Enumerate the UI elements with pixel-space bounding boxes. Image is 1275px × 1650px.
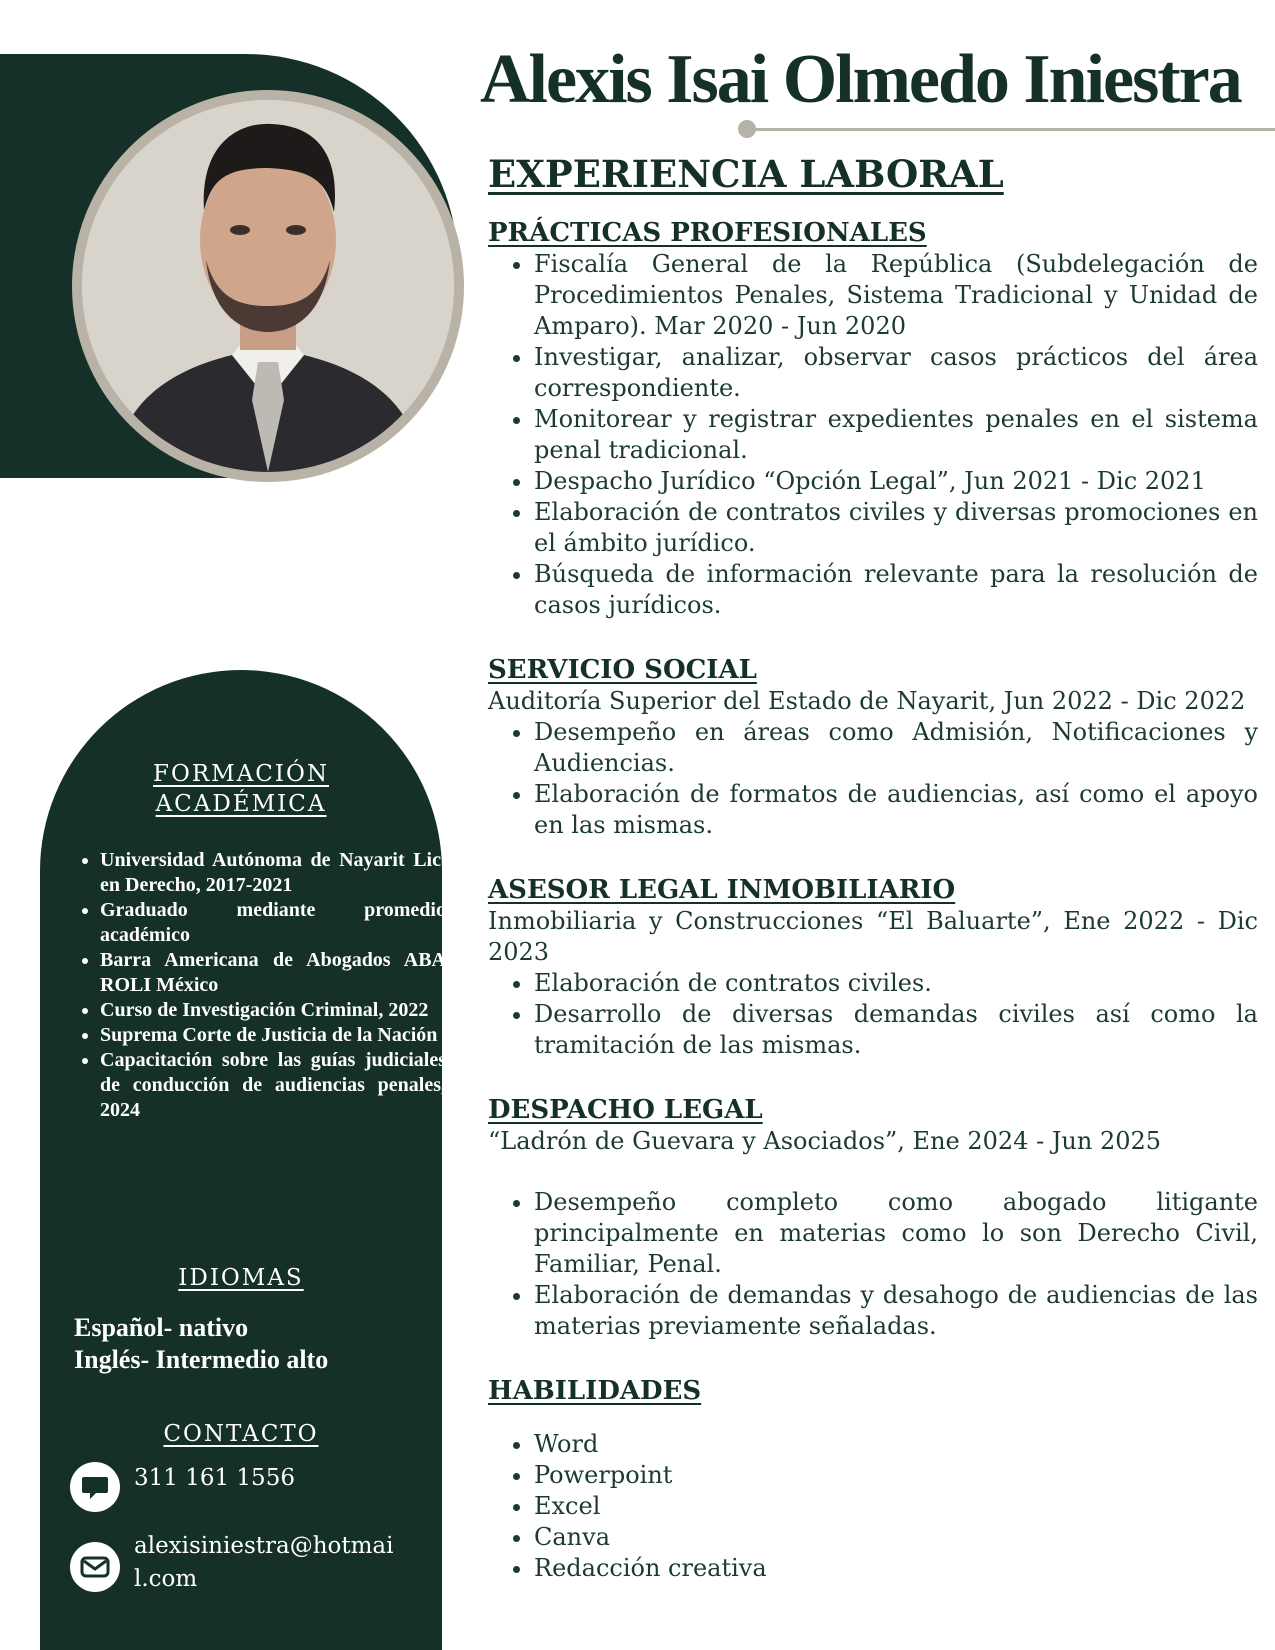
title-rule [746,128,1275,131]
list-item: • Capacitación sobre las guías judiciales de conducción de audiencias penales, 2024 [100,1048,446,1123]
list-item: • Graduado mediante promedio académico [100,898,446,948]
education-title-line2: ACADÉMICA [155,791,327,817]
sidebar-panel [40,670,446,1650]
list-item: • Desempeño en áreas como Admisión, Notificaciones y Audiencias. [534,717,1258,779]
list-item: • Investigar, analizar, observar casos prácticos del área correspondiente. [534,342,1258,404]
asesor-list [488,968,1258,1061]
section-title-experience: EXPERIENCIA LABORAL [488,152,1004,196]
list-item: • Elaboración de formatos de audiencias, así como el apoyo en las mismas. [534,779,1258,841]
contact-email[interactable]: alexisiniestra@hotmail.com [134,1533,394,1592]
servicio-title: SERVICIO SOCIAL [488,655,757,685]
envelope-icon [70,1542,120,1592]
list-item: • Desarrollo de diversas demandas civiles así como la tramitación de las mismas. [534,999,1258,1061]
contact-phone[interactable]: 311 161 1556 [134,1465,295,1491]
language-item: Inglés- Intermedio alto [74,1345,329,1374]
despacho-subtitle: “Ladrón de Guevara y Asociados”, Ene 2024 - Jun 2025 [488,1127,1162,1155]
contact-title: CONTACTO [163,1421,319,1447]
contact-phone-row [70,1462,404,1512]
list-item: • Elaboración de contratos civiles y diversas promociones en el ámbito jurídico. [534,497,1258,559]
list-item: • Elaboración de demandas y desahogo de audiencias de las materias previamente señaladas. [534,1280,1258,1342]
portrait-image [82,100,454,472]
servicio-list [488,717,1258,841]
practicas-list [488,249,1258,621]
list-item: • Fiscalía General de la República (Subdelegación de Procedimientos Penales, Sistema Tradicional y Unidad de Amparo). Mar 2020 - Jun 2020 [534,249,1258,342]
candidate-name: Alexis Isai Olmedo Iniestra [480,41,1241,118]
work-experience-column [488,152,1258,1584]
list-item: • Búsqueda de información relevante para la resolución de casos jurídicos. [534,559,1258,621]
asesor-title: ASESOR LEGAL INMOBILIARIO [488,875,956,905]
language-item: Español- nativo [74,1313,249,1342]
profile-photo [72,90,464,482]
list-item: • Elaboración de contratos civiles. [534,968,1258,999]
education-list [74,848,446,1123]
servicio-subtitle: Auditoría Superior del Estado de Nayarit, Jun 2022 - Dic 2022 [488,687,1246,715]
education-title-line1: FORMACIÓN [153,761,329,787]
list-item: • Desempeño completo como abogado litigante principalmente en materias como lo son Derecho Civil, Familiar, Penal. [534,1187,1258,1280]
habilidades-list [488,1429,1258,1584]
languages-title: IDIOMAS [178,1265,304,1291]
list-item: • Word [534,1429,1258,1460]
list-item: • Curso de Investigación Criminal, 2022 [100,998,446,1023]
list-item: • Powerpoint [534,1460,1258,1491]
list-item: • Excel [534,1491,1258,1522]
contact-email-row [70,1530,404,1596]
practicas-title: PRÁCTICAS PROFESIONALES [488,218,927,248]
chat-bubble-icon [70,1462,120,1512]
list-item: • Suprema Corte de Justicia de la Nación [100,1023,446,1048]
despacho-title: DESPACHO LEGAL [488,1095,763,1125]
list-item: • Barra Americana de Abogados ABA ROLI México [100,948,446,998]
list-item: • Despacho Jurídico “Opción Legal”, Jun 2021 - Dic 2021 [534,466,1258,497]
list-item: • Redacción creativa [534,1553,1258,1584]
list-item: • Monitorear y registrar expedientes penales en el sistema penal tradicional. [534,404,1258,466]
list-item: • Universidad Autónoma de Nayarit Lic. en Derecho, 2017-2021 [100,848,446,898]
despacho-list [488,1187,1258,1342]
asesor-subtitle: Inmobiliaria y Construcciones “El Baluarte”, Ene 2022 - Dic 2023 [488,907,1258,966]
habilidades-title: HABILIDADES [488,1376,702,1406]
list-item: • Canva [534,1522,1258,1553]
